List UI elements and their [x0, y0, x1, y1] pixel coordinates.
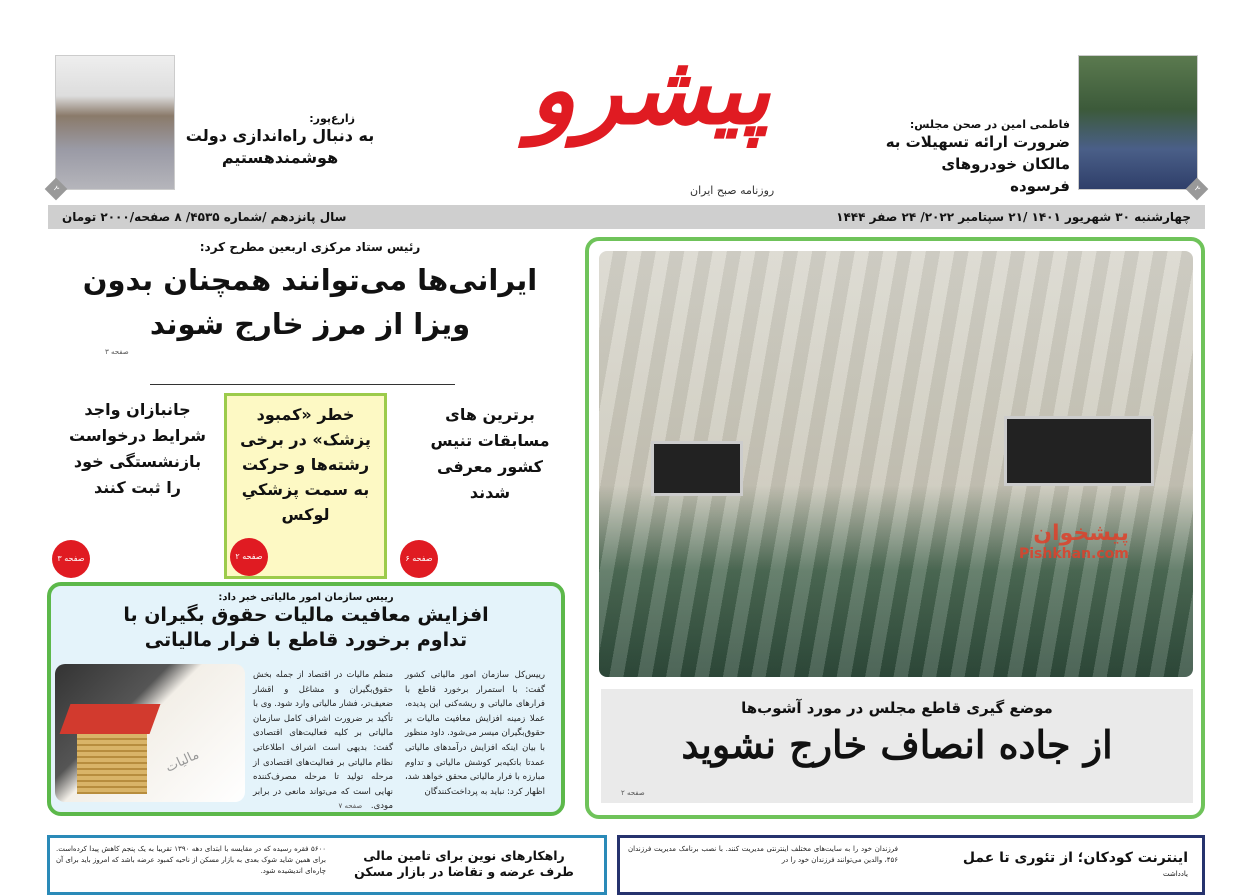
headline: ضرورت ارائه تسهیلات به مالکان خودروهای فرسوده [885, 133, 1070, 195]
bottom-internet-box[interactable] [617, 835, 1205, 895]
main-story-box[interactable] [585, 237, 1205, 819]
teaser-veterans[interactable] [65, 397, 210, 501]
info-bar [48, 205, 1205, 229]
bottom-housing-box[interactable] [47, 835, 607, 895]
top-left-photo [51, 55, 175, 194]
page-badge: ۲ [45, 178, 68, 201]
headline: از جاده انصاف خارج نشوید [681, 722, 1113, 767]
body-text: ۵۶۰۰ فقره رسیده که در مقایسه با ابتدای دهه ۱۳۹۰ تقریبا به یک پنجم کاهش پیدا کرده‌است. برای همین شاید شوک بعدی به بازار مسکن از ناحیه کمبود عرضه باشد که امروز باید برای آن چاره‌ای اندیشیده شود. [56, 845, 326, 875]
tax-story-box[interactable] [47, 582, 565, 816]
screen-left [651, 441, 743, 496]
page-badge: ۲ [1186, 178, 1209, 201]
kicker: رییس سازمان امور مالیاتی خبر داد: [218, 592, 394, 603]
teaser-title: جانبازان واجد شرایط درخواست بازنشستگی خود را ثبت کنند [68, 400, 207, 497]
column-2 [253, 668, 393, 814]
house-roof-icon [60, 704, 161, 734]
page-badge: صفحه ۶ [400, 540, 438, 578]
headline: اینترنت کودکان؛ از تئوری تا عمل [962, 850, 1188, 866]
divider [150, 384, 455, 385]
headline: افزایش معافیت مالیات حقوق بگیران با تداوم برخورد قاطع با فرار مالیاتی [123, 604, 489, 651]
column-1: رییس‌کل سازمان امور مالیاتی کشور گفت: با استمرار برخورد قاطع با فرارهای مالیاتی و ریشه‌کنی این پدیده، عملا زمینه افزایش معافیت مالیات بر حقوق‌بگیران میسر می‌شود. داود منظور با بیان اینکه افزایش درآمدهای مالیاتی عمدتا باتکیه‌بر کوشش مالیاتی و تداوم مبارزه با فرار مالیاتی محقق خواهد شد، اظهار کرد: نباید به پرداخت‌کنندگان [405, 670, 545, 797]
page-badge: صفحه ۲ [230, 538, 268, 576]
body-text: فرزندان خود را به سایت‌های مختلف اینترنتی مدیریت کنند. با نصب برنامک مدیریت فرزندان ۴۵۶، والدین می‌توانند فرزندان خود را در [628, 845, 898, 864]
tagline: روزنامه صبح ایران [690, 184, 775, 197]
page-ref: صفحه ۳ [105, 348, 129, 356]
watermark-text: پیشخوان [1033, 521, 1129, 546]
date-line: چهارشنبه ۳۰ شهریور ۱۴۰۱ /۲۱ سپتامبر ۲۰۲۲/ ۲۴ صفر ۱۴۴۴ [836, 210, 1191, 224]
kicker: زارع‌پور: [309, 112, 355, 125]
kicker: فاطمی امین در صحن مجلس: [909, 118, 1070, 131]
kicker: یادداشت [1163, 870, 1188, 878]
image-label: مالیات [163, 747, 202, 776]
top-right-teaser[interactable] [880, 118, 1070, 197]
page-badge: صفحه ۳ [52, 540, 90, 578]
teaser-tennis[interactable] [420, 402, 560, 506]
top-left-teaser[interactable] [185, 112, 375, 169]
issue-line: سال پانزدهم /شماره ۴۵۳۵/ ۸ صفحه/۲۰۰۰ تومان [62, 210, 347, 224]
page-ref: صفحه ۷ [338, 802, 363, 811]
watermark [1019, 521, 1129, 562]
headline: راهکارهای نوین برای تامین مالی طرف عرضه و تقاضا در بازار مسکن [354, 848, 574, 879]
headline: ایرانی‌ها می‌توانند همچنان بدون ویزا از مرز خارج شوند [82, 263, 538, 341]
lead-story[interactable] [60, 240, 560, 356]
teaser-title: برترین های مسابقات تنیس کشور معرفی شدند [430, 405, 550, 502]
newspaper-logo: پیشرو [529, 33, 771, 146]
coins-icon [77, 734, 147, 794]
teaser-title: خطر «کمبود پزشک» در برخی رشته‌ها و حرکت به سمت پزشکیِ لوکس [240, 405, 371, 524]
tax-image [55, 664, 245, 802]
page-ref: صفحه ۲ [621, 789, 645, 797]
kicker: رئیس ستاد مرکزی اربعین مطرح کرد: [199, 240, 421, 254]
top-right-photo [1078, 55, 1203, 194]
parliament-photo [599, 251, 1193, 677]
watermark-url: Pishkhan.com [1019, 546, 1129, 562]
column-2-text: منظم مالیات در اقتصاد از جمله بخش حقوق‌بگیران و مشاغل و اقشار ضعیف‌تر، فشار مالیاتی وارد شود. وی با تأکید بر ضرورت اشراف کامل سازمان مالیاتی بر کلیه فعالیت‌های اقتصادی گفت: بدیهی است اشراف اطلاعاتی نظام مالیاتی بر فعالیت‌های اقتصادی از مرحله تولید تا مرحله مصرف‌کننده نهایی است که می‌تواند مانعی در برابر مودی. [253, 670, 393, 812]
screen-right [1004, 416, 1154, 486]
main-caption [601, 689, 1193, 803]
headline: به دنبال راه‌اندازی دولت هوشمندهستیم [185, 126, 375, 167]
kicker: موضع گیری قاطع مجلس در مورد آشوب‌ها [741, 699, 1053, 717]
